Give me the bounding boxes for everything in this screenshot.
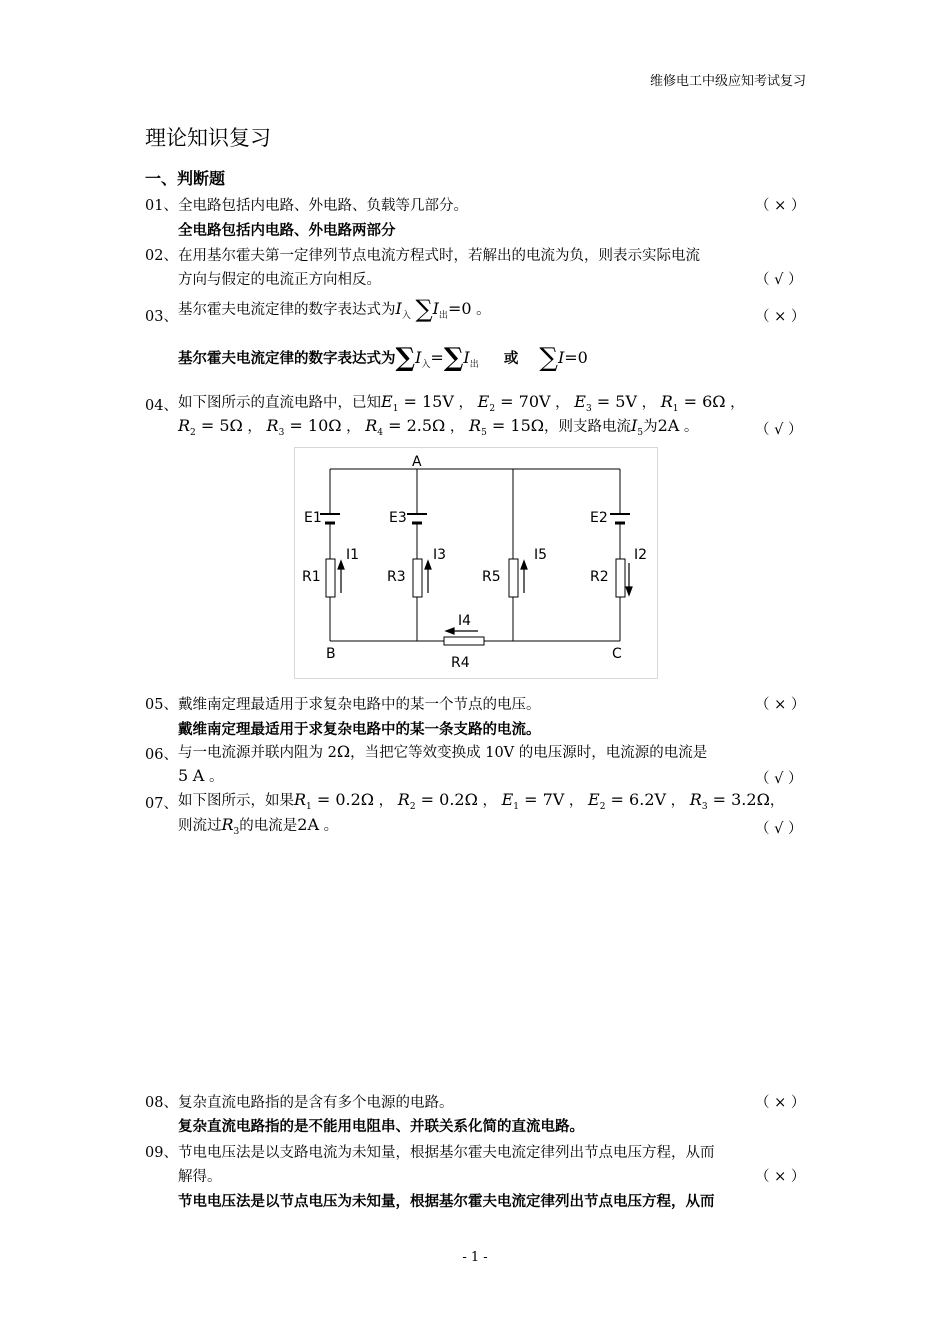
sum-icon: ∑ <box>415 295 433 323</box>
sum-icon: ∑ <box>539 343 558 373</box>
q03-number: 03、 <box>145 309 178 325</box>
q03-end: 。 <box>476 302 491 318</box>
q04-r2: 5Ω <box>219 416 243 435</box>
r4-label: R4 <box>451 655 470 671</box>
q04-line1: 如下图所示的直流电路中，已知$E_1 = 15V$ ， $E_2 = 70V$ ， $E_3 = 5V$ ， $R_1 = 6\Omega$ ， <box>178 392 745 414</box>
r1-label: R1 <box>302 569 321 585</box>
q07-text2: 则流过 <box>178 818 222 834</box>
q03-answer: 基尔霍夫电流定律的数字表达式为$\sum I_入=\sum I_出$ 或 ∑I=0 <box>178 343 588 373</box>
q07-end: 。 <box>319 818 339 834</box>
r4-resistor <box>444 637 484 645</box>
q04-number: 04、 <box>145 398 178 414</box>
q09-mark: （ × ） <box>755 1169 806 1185</box>
q02-line2: 方向与假定的电流正方向相反。 <box>178 272 381 288</box>
q08-mark: （ × ） <box>755 1095 806 1111</box>
q08-number: 08、 <box>145 1095 178 1111</box>
e2-label: E2 <box>590 510 608 526</box>
e3-label: E3 <box>389 510 407 526</box>
q07-answer-value: 2A <box>297 815 320 834</box>
q06-line1: 与一电流源并联内阻为 2Ω，当把它等效变换成 10V 的电压源时，电流源的电流是 <box>178 742 708 761</box>
i2-label: I2 <box>634 547 648 563</box>
q09-line1: 节电电压法是以支路电流为未知量，根据基尔霍夫电流定律列出节点电压方程，从而 <box>178 1145 715 1161</box>
q06-text2: ，当把它等效变换成 10V 的电压源时，电流源的电流是 <box>350 745 708 761</box>
q01-number: 01、 <box>145 198 178 214</box>
q02-line1: 在用基尔霍夫第一定律列节点电流方程式时，若解出的电流为负，则表示实际电流 <box>178 248 700 264</box>
q05-mark: （ × ） <box>755 697 806 713</box>
q03-sub-in: 入 <box>401 311 411 321</box>
q01-text: 全电路包括内电路、外电路、负载等几部分。 <box>178 198 468 214</box>
page-header: 维修电工中级应知考试复习 <box>649 74 806 89</box>
q04-text1: 如下图所示的直流电路中，已知 <box>178 395 381 411</box>
page-title: 理论知识复习 <box>145 126 271 150</box>
sum-icon: ∑ <box>395 343 416 373</box>
q01-answer: 全电路包括内电路、外电路两部分 <box>178 223 396 239</box>
q04-r1: 6Ω <box>702 392 726 411</box>
q07-text1: 如下图所示，如果 <box>178 793 294 809</box>
q04-r3: 10Ω <box>307 416 342 435</box>
q06-text1: 与一电流源并联内阻为 2 <box>178 745 337 761</box>
q06-value: 5 <box>178 766 189 785</box>
q07-r3: 3.2Ω <box>731 790 770 809</box>
q04-e3: 5V <box>615 392 638 411</box>
q02-number: 02、 <box>145 248 178 264</box>
q03-sub-out: 出 <box>438 311 448 321</box>
q01-mark: （ × ） <box>755 198 806 214</box>
section-heading: 一、判断题 <box>145 169 226 188</box>
r2-resistor <box>616 559 625 597</box>
q05-text: 戴维南定理最适用于求复杂电路中的某一个节点的电压。 <box>178 697 541 713</box>
q04-e1: 15V <box>422 392 454 411</box>
r3-label: R3 <box>387 569 406 585</box>
q06-end: 。 <box>204 769 224 785</box>
q07-e1: 7V <box>542 790 565 809</box>
q07-number: 07、 <box>145 796 178 812</box>
r1-resistor <box>326 559 335 597</box>
i5-label: I5 <box>534 547 548 563</box>
q07-mark: （ √ ） <box>755 821 803 837</box>
sum-icon: ∑ <box>443 343 464 373</box>
q06-number: 06、 <box>145 747 178 763</box>
q03-answer-sub-out: 出 <box>469 360 479 370</box>
node-b-label: B <box>326 646 336 662</box>
q07-text3: 的电流是 <box>239 818 298 834</box>
q04-mark: （ √ ） <box>755 422 803 438</box>
q04-line2: $R_2 = 5\Omega$ ， $R_3 = 10\Omega$ ， $R_4 = 2.5\Omega$ ， $R_5 = 15\Omega$，则支路电流$I_5$为2A 。 <box>178 416 699 438</box>
q08-answer: 复杂直流电路指的是不能用电阻串、并联关系化简的直流电路。 <box>178 1119 584 1135</box>
circuit-diagram <box>294 447 658 679</box>
q06-line2 <box>178 765 223 786</box>
node-c-label: C <box>612 646 622 662</box>
r2-label: R2 <box>590 569 609 585</box>
q03-answer-sub-in: 入 <box>421 360 431 370</box>
i4-label: I4 <box>458 613 472 629</box>
node-a-label: A <box>412 454 422 470</box>
q07-r2: 0.2Ω <box>439 790 478 809</box>
q09-number: 09、 <box>145 1145 178 1161</box>
q04-e2: 70V <box>518 392 551 411</box>
q03-question: 基尔霍夫电流定律的数字表达式为$I_入$ $\sum I_出=0$ 。 <box>178 295 491 323</box>
page-number: - 1 - <box>462 1250 488 1265</box>
q09-answer: 节电电压法是以节点电压为未知量，根据基尔霍夫电流定律列出节点电压方程，从而 <box>178 1194 715 1210</box>
q08-text: 复杂直流电路指的是含有多个电源的电路。 <box>178 1095 454 1111</box>
q07-line2: 则流过$R_3$的电流是2A 。 <box>178 815 339 837</box>
q04-r5: 15Ω <box>510 416 545 435</box>
q03-answer-text: 基尔霍夫电流定律的数字表达式为 <box>178 351 396 367</box>
q09-line2: 解得。 <box>178 1169 222 1185</box>
r5-resistor <box>509 559 518 597</box>
q06-mark: （ √ ） <box>755 771 803 787</box>
r3-resistor <box>413 559 422 597</box>
q04-text2: ，则支路电流 <box>544 419 632 435</box>
q05-answer: 戴维南定理最适用于求复杂电路中的某一条支路的电流。 <box>178 722 541 738</box>
q07-r1: 0.2Ω <box>335 790 375 809</box>
q06-unit: A <box>192 766 205 785</box>
r5-label: R5 <box>482 569 501 585</box>
q02-mark: （ √ ） <box>755 272 803 288</box>
q05-number: 05、 <box>145 697 178 713</box>
i1-label: I1 <box>346 547 360 563</box>
i3-label: I3 <box>433 547 447 563</box>
q03-mark: （ × ） <box>755 309 806 325</box>
q03-text: 基尔霍夫电流定律的数字表达式为 <box>178 302 396 318</box>
q04-text3: 为 <box>643 419 658 435</box>
q07-line1: 如下图所示，如果$R_1 = 0.2\Omega$ ， $R_2 = 0.2\Omega$ ， $E_1 = 7V$ ， $E_2 = 6.2V$ ， $R_3 = 3.2\Omega$， <box>178 790 785 812</box>
q04-answer-value: 2A <box>657 416 680 435</box>
e1-label: E1 <box>304 510 322 526</box>
q07-e2: 6.2V <box>629 790 667 809</box>
q04-end: 。 <box>683 419 699 435</box>
q03-or: 或 <box>503 351 519 367</box>
q04-r4: 2.5Ω <box>406 416 446 435</box>
